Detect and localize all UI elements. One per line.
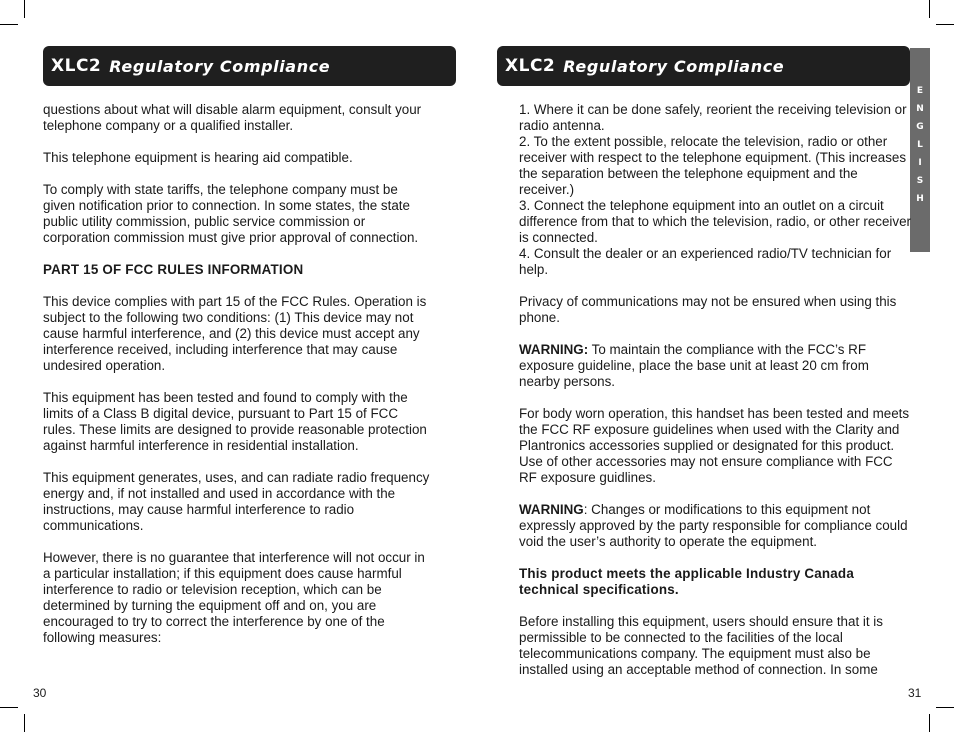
paragraph: This device complies with part 15 of the FCC Rules. Operation is subject to the following two conditions: (1) This device may not cause harmful interference, and (2) this device must accept any interference received, including interference that may cause undesired operation. (43, 294, 427, 373)
paragraph: Privacy of communications may not be ensured when using this phone. (519, 294, 897, 325)
page-number: 31 (908, 686, 922, 700)
paragraph: However, there is no guarantee that interference will not occur in a particular installation; if this equipment does cause harmful interference to radio or television reception, which can be determined by turning the equipment off and on, you are encouraged to try to correct the interference by one of the following measures: (43, 550, 425, 645)
model-name: XLC2 (51, 56, 102, 76)
language-tab-letter: L (917, 140, 923, 150)
language-tab-letter: N (916, 104, 924, 114)
paragraph: To comply with state tariffs, the telephone company must be given notification prior to connection. In some states, the state public utility commission, public service commission or corporation commission must give prior approval of connection. (43, 182, 419, 245)
language-tab-letter: E (916, 86, 924, 96)
warning-paragraph (519, 342, 911, 390)
crop-mark (929, 714, 930, 732)
right-page-body (519, 102, 911, 678)
section-title: Regulatory Compliance (109, 56, 331, 76)
warning-text: To maintain the compliance with the FCC’s RF exposure guideline, place the base unit at least 20 cm from nearby persons. (519, 342, 869, 389)
industry-canada-statement: This product meets the applicable Industry Canada technical specifications. (519, 566, 854, 597)
crop-mark (936, 707, 954, 708)
left-page-body (43, 102, 433, 646)
list-item: 1. Where it can be done safely, reorient the receiving television or radio antenna. (519, 102, 907, 133)
language-tab (910, 48, 930, 252)
section-title: Regulatory Compliance (563, 56, 785, 76)
left-page-banner (43, 46, 456, 86)
warning-paragraph (519, 502, 911, 550)
model-name: XLC2 (505, 56, 556, 76)
crop-mark (24, 0, 25, 18)
language-tab-letter: G (916, 122, 924, 132)
section-heading: PART 15 OF FCC RULES INFORMATION (43, 262, 304, 277)
paragraph: Before installing this equipment, users should ensure that it is permissible to be connected to the facilities of the local telecommunications company. The equipment must also be installed using an acceptable method of connection. In some (519, 614, 883, 677)
crop-mark (936, 24, 954, 25)
warning-text: : Changes or modifications to this equipment not expressly approved by the party responsible for compliance could void the user’s authority to operate the equipment. (519, 502, 908, 549)
paragraph: questions about what will disable alarm equipment, consult your telephone company or a qualified installer. (43, 102, 422, 133)
page-number: 30 (33, 686, 47, 700)
right-page-banner (497, 46, 910, 86)
warning-label: WARNING (519, 502, 584, 517)
list-item: 2. To the extent possible, relocate the television, radio or other receiver with respect to the telephone equipment. (This increases the separation between the telephone equipment and the receiver.) (519, 134, 907, 197)
language-tab-letter: S (916, 176, 924, 186)
language-tab-letter: I (918, 158, 922, 168)
measures-list (519, 102, 911, 278)
paragraph: This equipment generates, uses, and can radiate radio frequency energy and, if not installed and used in accordance with the instructions, may cause harmful interference to radio communications. (43, 470, 430, 533)
list-item: 3. Connect the telephone equipment into an outlet on a circuit difference from that to which the television, radio, or other receiver is connected. (519, 198, 911, 245)
paragraph: This telephone equipment is hearing aid compatible. (43, 150, 353, 165)
crop-mark (24, 714, 25, 732)
warning-label: WARNING: (519, 342, 589, 357)
paragraph: For body worn operation, this handset has been tested and meets the FCC RF exposure guidelines when used with the Clarity and Plantronics accessories supplied or designated for this product. Use of other accessories may not ensure compliance with FCC RF exposure guidlines. (519, 406, 910, 485)
crop-mark (0, 707, 18, 708)
crop-mark (0, 24, 18, 25)
crop-mark (929, 0, 930, 18)
language-tab-letter: H (916, 194, 924, 204)
list-item: 4. Consult the dealer or an experienced radio/TV technician for help. (519, 246, 892, 277)
paragraph: This equipment has been tested and found to comply with the limits of a Class B digital device, pursuant to Part 15 of FCC rules. These limits are designed to provide reasonable protection against harmful interference in residential installation. (43, 390, 427, 453)
